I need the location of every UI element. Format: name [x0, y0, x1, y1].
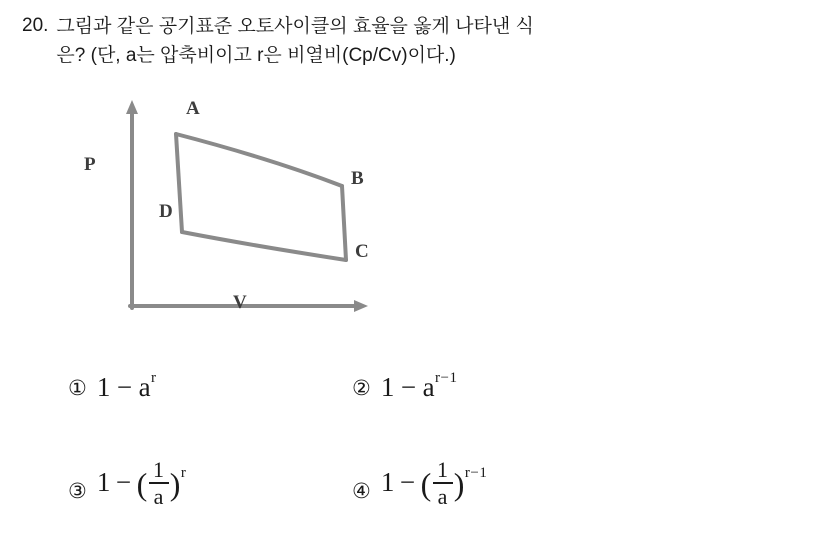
point-label-D: D	[159, 201, 173, 222]
pv-diagram-figure	[84, 92, 410, 332]
choice-marker-3: ③	[68, 479, 87, 503]
segment-B-C	[342, 186, 346, 260]
axis-label-P: P	[84, 154, 96, 175]
choice-formula-4	[381, 458, 488, 507]
choice3-paren-open: (	[136, 465, 148, 502]
point-label-A: A	[186, 98, 200, 119]
choice4-fraction	[433, 459, 453, 508]
choice-marker-4: ④	[352, 479, 371, 503]
pv-diagram-svg	[110, 92, 410, 332]
choice-marker-2: ②	[352, 375, 371, 400]
point-label-B: B	[351, 168, 364, 189]
choice-option-2[interactable]	[352, 372, 458, 403]
choice4-exponent: r−1	[464, 465, 488, 481]
segment-A-D	[176, 134, 182, 232]
choice-option-1[interactable]	[68, 372, 157, 403]
question-block	[22, 12, 802, 70]
question-line-2: 은? (단, a는 압축비이고 r은 비열비(Cp/Cv)이다.)	[56, 45, 456, 66]
choice3-minus: −	[115, 467, 132, 497]
choice-marker-1: ①	[68, 375, 87, 400]
choice1-base: a	[138, 372, 152, 402]
choice4-minus: −	[399, 467, 416, 497]
choice1-exponent: r	[151, 370, 157, 386]
point-label-C: C	[355, 241, 369, 262]
question-text-wrapper	[56, 12, 786, 70]
choice3-denominator: a	[153, 484, 164, 509]
choice2-minus: −	[400, 372, 417, 402]
choice-formula-2	[381, 372, 458, 403]
choice-option-3[interactable]	[68, 458, 186, 507]
choice2-exponent: r−1	[435, 370, 458, 386]
axis-label-V: V	[233, 292, 247, 313]
choice2-lead: 1	[380, 372, 395, 402]
choice3-exponent: r	[180, 465, 187, 481]
choice1-lead: 1	[96, 372, 111, 402]
choice1-minus: −	[116, 372, 133, 402]
choice4-paren-close: )	[453, 465, 465, 502]
segment-D-C	[182, 232, 346, 260]
choice4-paren-open: (	[420, 465, 432, 502]
choice2-base: a	[422, 372, 436, 402]
choice4-denominator: a	[437, 484, 448, 509]
question-line-1: 그림과 같은 공기표준 오토사이클의 효율을 옳게 나타낸 식	[56, 16, 534, 37]
choice-option-4[interactable]	[352, 458, 487, 507]
choice3-paren-close: )	[169, 465, 181, 502]
question-number: 20.	[22, 15, 49, 36]
choice4-numerator: 1	[436, 457, 449, 482]
x-axis-arrowhead	[354, 300, 368, 312]
choice3-fraction	[149, 459, 169, 508]
choice-formula-1	[97, 372, 157, 403]
choice3-lead: 1	[96, 467, 111, 497]
y-axis-arrowhead	[126, 100, 138, 114]
choice3-numerator: 1	[152, 457, 165, 482]
choice4-lead: 1	[380, 467, 395, 497]
choice-formula-3	[97, 458, 187, 507]
segment-A-B	[176, 134, 342, 186]
